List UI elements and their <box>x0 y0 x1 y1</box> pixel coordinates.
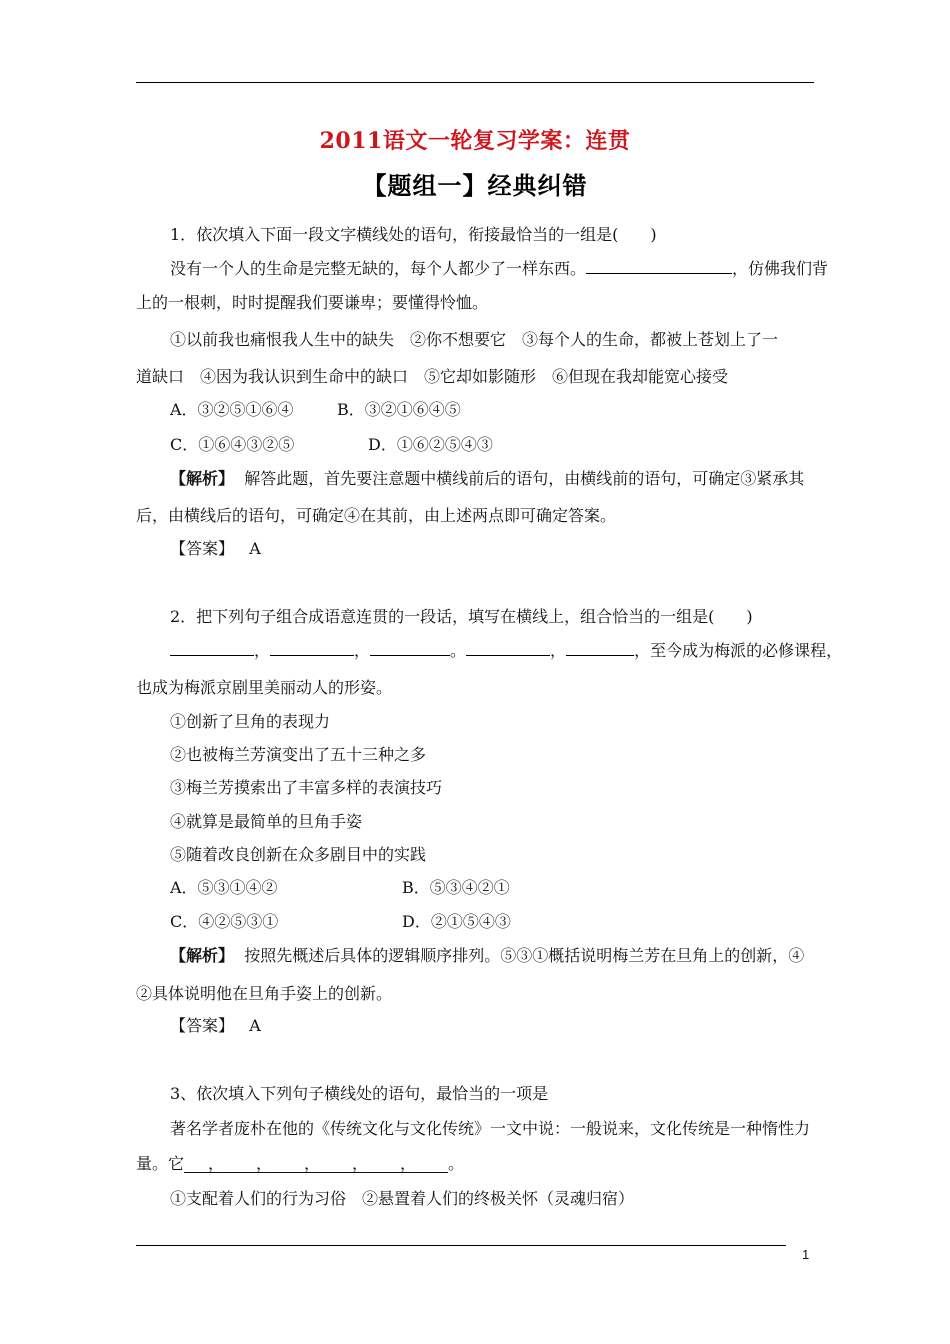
q2-analysis-line-1: 【解析】 按照先概述后具体的逻辑顺序排列。⑤③①概括说明梅兰芳在旦角上的创新，④ <box>170 946 805 965</box>
q2-item-1: ①创新了旦角的表现力 <box>170 712 331 731</box>
q2-option-a: A．⑤③①④② <box>170 878 278 897</box>
q1-answer-value: A <box>249 539 261 558</box>
q1-option-a: A．③②⑤①⑥④ <box>170 400 294 419</box>
q1-option-c: C．①⑥④③②⑤ <box>170 435 295 454</box>
q3-passage-line-2: 量。它___，____，____，____，____，____。 <box>136 1154 465 1173</box>
q1-analysis-line-1: 【解析】 解答此题，首先要注意题中横线前后的语句，由横线前的语句，可确定③紧承其 <box>170 469 805 488</box>
q1-analysis-line-2: 后，由横线后的语句，可确定④在其前，由上述两点即可确定答案。 <box>136 506 617 525</box>
q2-blank-5 <box>566 640 634 656</box>
q2-blank-line: ， ， 。 ， ，至今成为梅派的必修课程， <box>170 640 842 662</box>
page-number: 1 <box>802 1247 810 1262</box>
q2-item-3: ③梅兰芳摸索出了丰富多样的表演技巧 <box>170 778 443 797</box>
q3-items-line-1: ①支配着人们的行为习俗 ②悬置着人们的终极关怀（灵魂归宿） <box>170 1189 635 1208</box>
q1-items-line-2: 道缺口 ④因为我认识到生命中的缺口 ⑤它却如影随形 ⑥但现在我却能宽心接受 <box>136 367 729 386</box>
q2-blank-4 <box>466 640 550 656</box>
section-heading: 【题组一】经典纠错 <box>362 171 588 200</box>
q3-blanks: ___，____，____，____，____，____ <box>184 1154 449 1173</box>
q1-option-d: D．①⑥②⑤④③ <box>368 435 493 454</box>
q1-analysis-tag: 【解析】 <box>170 469 235 488</box>
q2-option-b: B．⑤③④②① <box>402 878 510 897</box>
q3-passage-line-1: 著名学者庞朴在他的《传统文化与文化传统》一文中说：一般说来，文化传统是一种惰性力 <box>170 1119 811 1138</box>
q2-blank-3 <box>370 640 450 656</box>
q1-blank <box>586 258 732 274</box>
q1-answer-tag: 【答案】 <box>170 539 235 558</box>
page-title: 2011语文一轮复习学案：连贯 <box>319 128 631 154</box>
q1-passage-line-2: 上的一根刺，时时提醒我们要谦卑；要懂得怜恤。 <box>136 293 489 312</box>
q2-answer <box>170 1015 261 1037</box>
q2-analysis-line-2: ②具体说明他在旦角手姿上的创新。 <box>136 984 393 1003</box>
q2-option-c: C．④②⑤③① <box>170 912 279 931</box>
q1-option-b: B．③②①⑥④⑤ <box>337 400 461 419</box>
q2-passage-line-2: 也成为梅派京剧里美丽动人的形姿。 <box>136 678 393 697</box>
q2-item-4: ④就算是最简单的旦角手姿 <box>170 812 363 831</box>
q2-stem: 2．把下列句子组合成语意连贯的一段话，填写在横线上，组合恰当的一组是( ) <box>170 607 753 626</box>
q1-answer <box>170 538 261 560</box>
q2-item-5: ⑤随着改良创新在众多剧目中的实践 <box>170 845 427 864</box>
q3-stem: 3、依次填入下列句子横线处的语句，最恰当的一项是 <box>170 1084 549 1103</box>
footer-rule <box>136 1245 786 1246</box>
q2-option-d: D．②①⑤④③ <box>402 912 511 931</box>
q2-answer-value: A <box>249 1016 261 1035</box>
q2-item-2: ②也被梅兰芳演变出了五十三种之多 <box>170 745 427 764</box>
q1-stem: 1．依次填入下面一段文字横线处的语句，衔接最恰当的一组是( ) <box>170 225 657 244</box>
q2-analysis-tag: 【解析】 <box>170 946 235 965</box>
q1-passage-line-1: 没有一个人的生命是完整无缺的，每个人都少了一样东西。 ，仿佛我们背 <box>170 259 829 278</box>
q1-items-line-1: ①以前我也痛恨我人生中的缺失 ②你不想要它 ③每个人的生命，都被上苍划上了一 <box>170 330 779 349</box>
q2-blank-2 <box>270 640 354 656</box>
header-rule <box>136 82 814 83</box>
q2-blank-1 <box>170 640 254 656</box>
q2-answer-tag: 【答案】 <box>170 1016 235 1035</box>
